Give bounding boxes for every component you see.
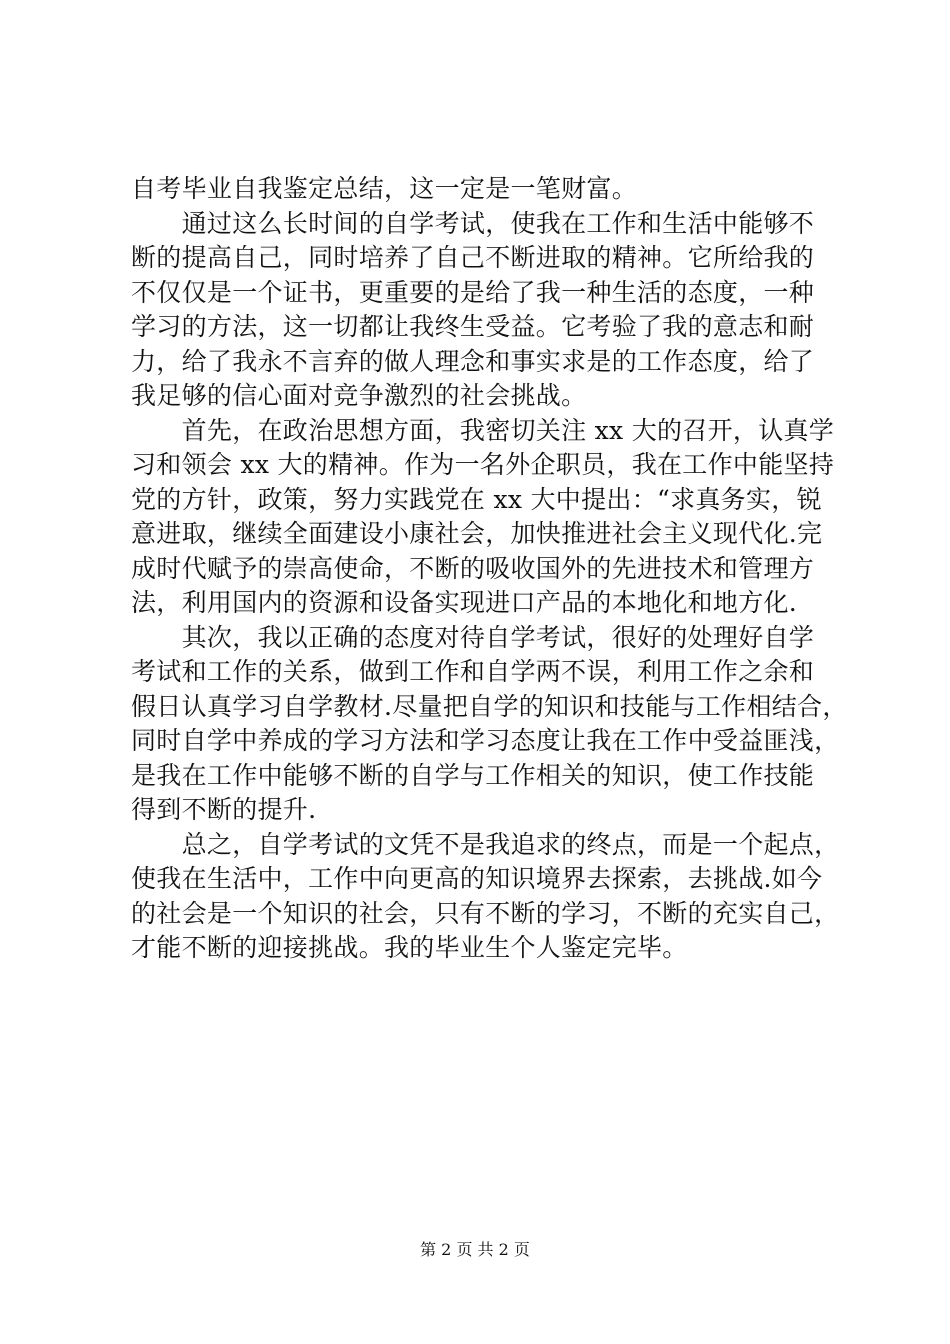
text-line-11: 意进取，继续全面建设小康社会，加快推进社会主义现代化.完 [131,519,823,548]
text-line-16: 假日认真学习自学教材.尽量把自学的知识和技能与工作相结合， [131,691,848,721]
text-line-3: 断的提高自己，同时培养了自己不断进取的精神。它所给我的 [131,243,815,272]
text-line-7: 我足够的信心面对竞争激烈的社会挑战。 [131,381,587,410]
text-line-9: 习和领会 xx 大的精神。作为一名外企职员，我在工作中能坚持 [131,450,835,479]
text-line-17: 同时自学中养成的学习方法和学习态度让我在工作中受益匪浅， [131,726,840,755]
page-number-label: 第 2 页 共 2 页 [420,1240,530,1259]
text-line-20: 总之，自学考试的文凭不是我追求的终点，而是一个起点， [131,829,840,859]
text-line-8: 首先，在政治思想方面，我密切关注 xx 大的召开，认真学 [131,415,835,445]
text-line-15: 考试和工作的关系，做到工作和自学两不误，利用工作之余和 [131,657,815,686]
text-line-18: 是我在工作中能够不断的自学与工作相关的知识，使工作技能 [131,760,815,790]
text-line-22: 的社会是一个知识的社会，只有不断的学习，不断的充实自己， [131,898,840,928]
text-line-4: 不仅仅是一个证书，更重要的是给了我一种生活的态度，一种 [131,277,815,307]
text-line-19: 得到不断的提升. [131,795,317,824]
text-line-5: 学习的方法，这一切都让我终生受益。它考验了我的意志和耐 [131,312,815,341]
text-line-6: 力，给了我永不言弃的做人理念和事实求是的工作态度，给了 [131,346,815,376]
text-line-14: 其次，我以正确的态度对待自学考试，很好的处理好自学 [131,622,815,652]
document-body [131,172,848,966]
text-line-1: 自考毕业自我鉴定总结，这一定是一笔财富。 [131,174,638,203]
text-line-2: 通过这么长时间的自学考试，使我在工作和生活中能够不 [131,208,815,238]
text-line-21: 使我在生活中，工作中向更高的知识境界去探索，去挑战.如今 [131,864,823,893]
text-line-10: 党的方针，政策，努力实践党在 xx 大中提出：“求真务实，锐 [131,484,822,514]
text-line-12: 成时代赋予的崇高使命，不断的吸收国外的先进技术和管理方 [131,553,815,583]
text-line-23: 才能不断的迎接挑战。我的毕业生个人鉴定完毕。 [131,933,688,962]
text-line-13: 法，利用国内的资源和设备实现进口产品的本地化和地方化. [131,588,798,617]
page-footer [0,1240,950,1260]
